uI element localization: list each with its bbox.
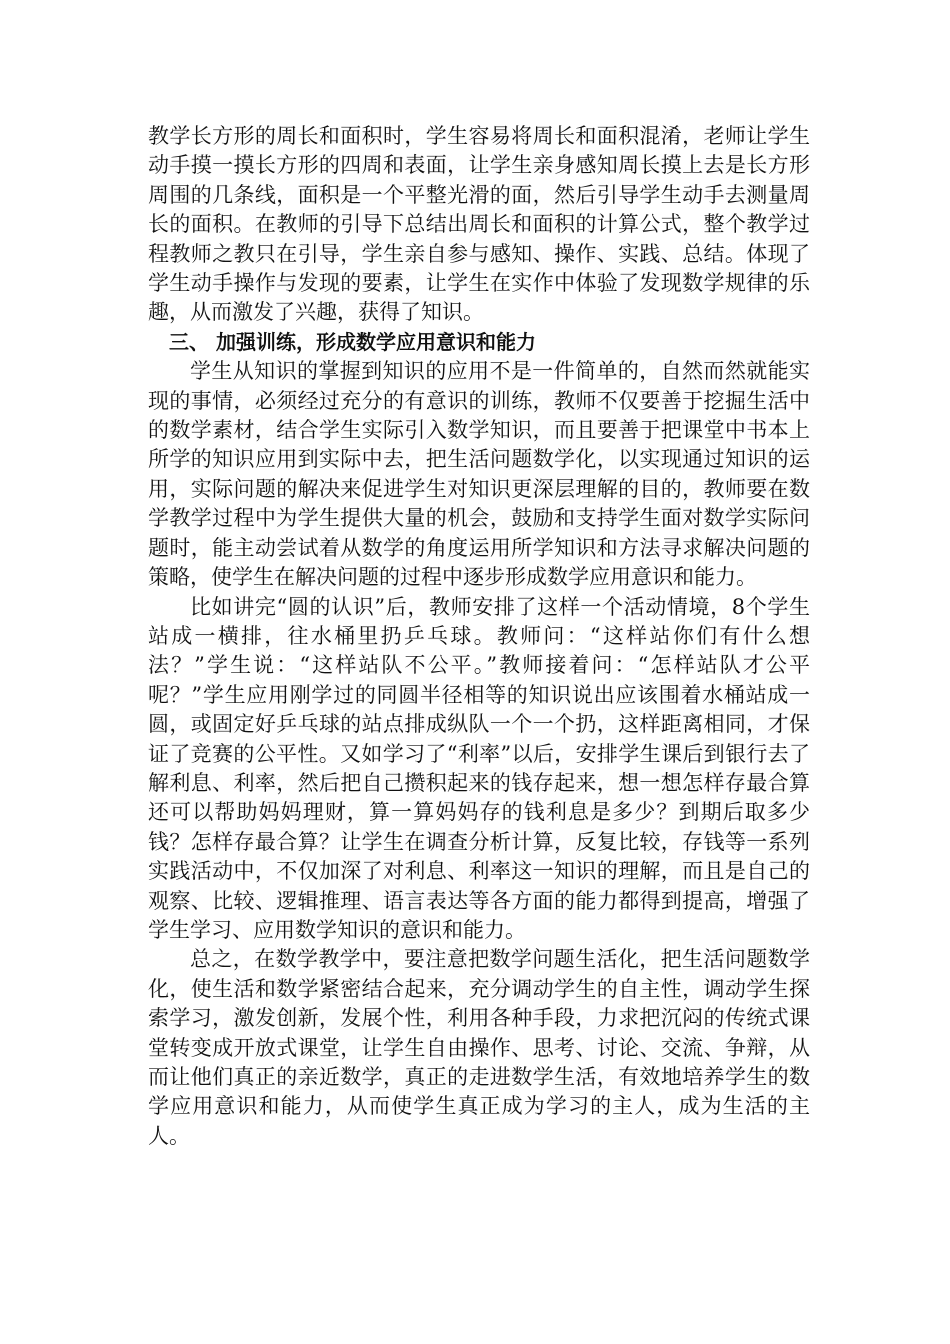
paragraph-application-training: 学生从知识的掌握到知识的应用不是一件简单的，自然而然就能实现的事情，必须经过充分的有意识的训练，教师不仅要善于挖掘生活中的数学素材，结合学生实际引入数学知识，而且要善于把课堂中书本上所学的知识应用到实际中去，把生活问题数学化，以实现通过知识的运用，实际问题的解决来促进学生对知识更深层理解的目的，教师要在数学教学过程中为学生提供大量的机会，鼓励和支持学生面对数学实际问题时，能主动尝试着从数学的角度运用所学知识和方法寻求解决问题的策略，使学生在解决问题的过程中逐步形成数学应用意识和能力。 — [148, 359, 810, 590]
paragraph-perimeter-area: 教学长方形的周长和面积时，学生容易将周长和面积混淆，老师让学生动手摸一摸长方形的四周和表面，让学生亲身感知周长摸上去是长方形周围的几条线，面积是一个平整光滑的面，然后引导学生动手去测量周长的面积。在教师的引导下总结出周长和面积的计算公式，整个教学过程教师之教只在引导，学生亲自参与感知、操作、实践、总结。体现了学生动手操作与发现的要素，让学生在实作中体验了发现数学规律的乐趣，从而激发了兴趣，获得了知识。 — [148, 124, 810, 325]
paragraph-examples: 比如讲完“圆的认识”后，教师安排了这样一个活动情境，8个学生站成一横排，往水桶里扔乒乓球。教师问：“这样站你们有什么想法？”学生说：“这样站队不公平。”教师接着问：“怎样站队才公平呢？”学生应用刚学过的同圆半径相等的知识说出应该围着水桶站成一圆，或固定好乒乓球的站点排成纵队一个一个扔，这样距离相同，才保证了竞赛的公平性。又如学习了“利率”以后，安排学生课后到银行去了解利息、利率，然后把自己攒积起来的钱存起来，想一想怎样存最合算还可以帮助妈妈理财，算一算妈妈存的钱利息是多少？到期后取多少钱？怎样存最合算？让学生在调查分析计算，反复比较，存钱等一系列实践活动中，不仅加深了对利息、利率这一知识的理解，而且是自己的观察、比较、逻辑推理、语言表达等各方面的能力都得到提高，增强了学生学习、应用数学知识的意识和能力。 — [148, 594, 810, 942]
document-body — [148, 122, 810, 1151]
section-heading: 三、 加强训练，形成数学应用意识和能力 — [169, 329, 536, 354]
paragraph-conclusion: 总之，在数学教学中，要注意把数学问题生活化，把生活问题数学化，使生活和数学紧密结合起来，充分调动学生的自主性，调动学生探索学习，激发创新，发展个性，利用各种手段，力求把沉闷的传统式课堂转变成开放式课堂，让学生自由操作、思考、讨论、交流、争辩，从而让他们真正的亲近数学，真正的走进数学生活，有效地培养学生的数学应用意识和能力，从而使学生真正成为学习的主人，成为生活的主人。 — [148, 947, 810, 1148]
